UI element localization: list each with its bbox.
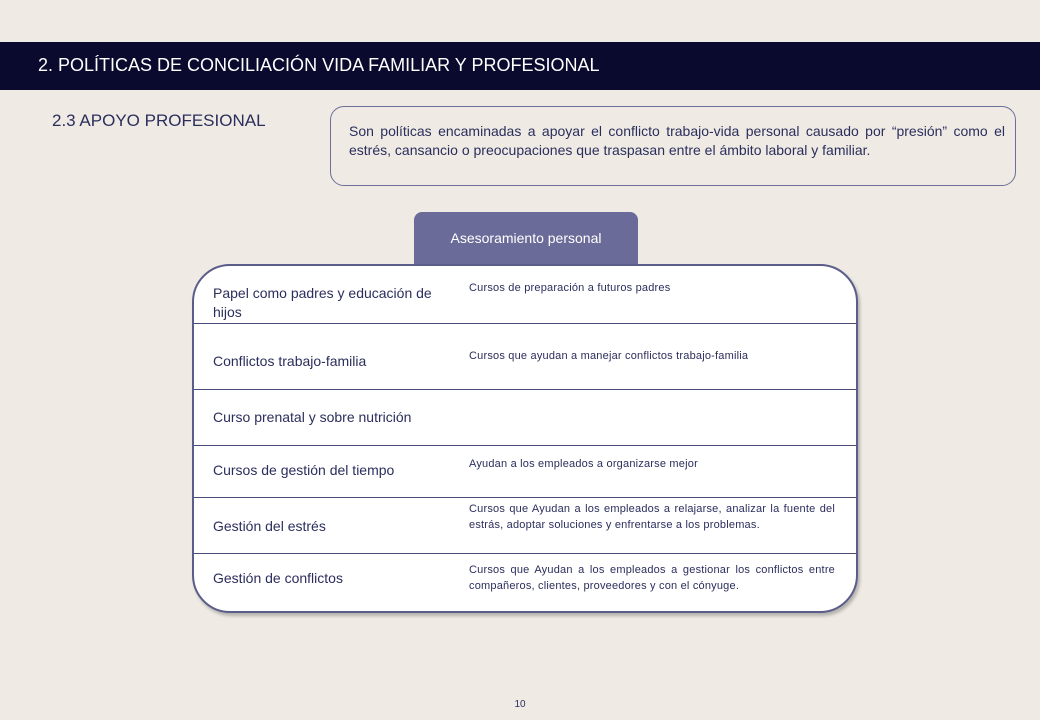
- section-title: 2. POLÍTICAS DE CONCILIACIÓN VIDA FAMILIAR Y PROFESIONAL: [38, 55, 600, 75]
- row-label: Gestión de conflictos: [213, 570, 343, 586]
- row-label: Gestión del estrés: [213, 518, 326, 534]
- section-header-bar: [0, 42, 1040, 90]
- row-description: Cursos de preparación a futuros padres: [469, 282, 671, 294]
- row-divider: [194, 445, 856, 446]
- page-number: 10: [514, 699, 526, 710]
- row-divider: [194, 389, 856, 390]
- category-tab-label: Asesoramiento personal: [450, 230, 602, 246]
- row-divider: [194, 553, 856, 554]
- row-description: Cursos que Ayudan a los empleados a relajarse, analizar la fuente del estrás, adoptar soluciones y enfrentarse a los problemas.: [469, 503, 835, 531]
- description-box: [330, 106, 1016, 186]
- row-description: Cursos que Ayudan a los empleados a gestionar los conflictos entre compañeros, clientes, proveedores y con el cónyuge.: [469, 564, 835, 592]
- row-description: Cursos que ayudan a manejar conflictos trabajo-familia: [469, 350, 749, 362]
- subsection-title: 2.3 APOYO PROFESIONAL: [52, 111, 266, 130]
- description-text: Son políticas encaminadas a apoyar el conflicto trabajo-vida personal causado por “presión” como el estrés, cansancio o preocupaciones que traspasan entre el ámbito laboral y familiar.: [349, 123, 1005, 158]
- category-tab: [414, 212, 638, 264]
- policies-table: [192, 264, 858, 613]
- row-divider: [194, 323, 856, 324]
- row-description: Ayudan a los empleados a organizarse mejor: [469, 458, 698, 470]
- row-label: Papel como padres y educación de hijos: [213, 285, 432, 320]
- row-label: Cursos de gestión del tiempo: [213, 462, 395, 478]
- row-divider: [194, 497, 856, 498]
- row-label: Conflictos trabajo-familia: [213, 353, 367, 369]
- row-label: Curso prenatal y sobre nutrición: [213, 409, 412, 425]
